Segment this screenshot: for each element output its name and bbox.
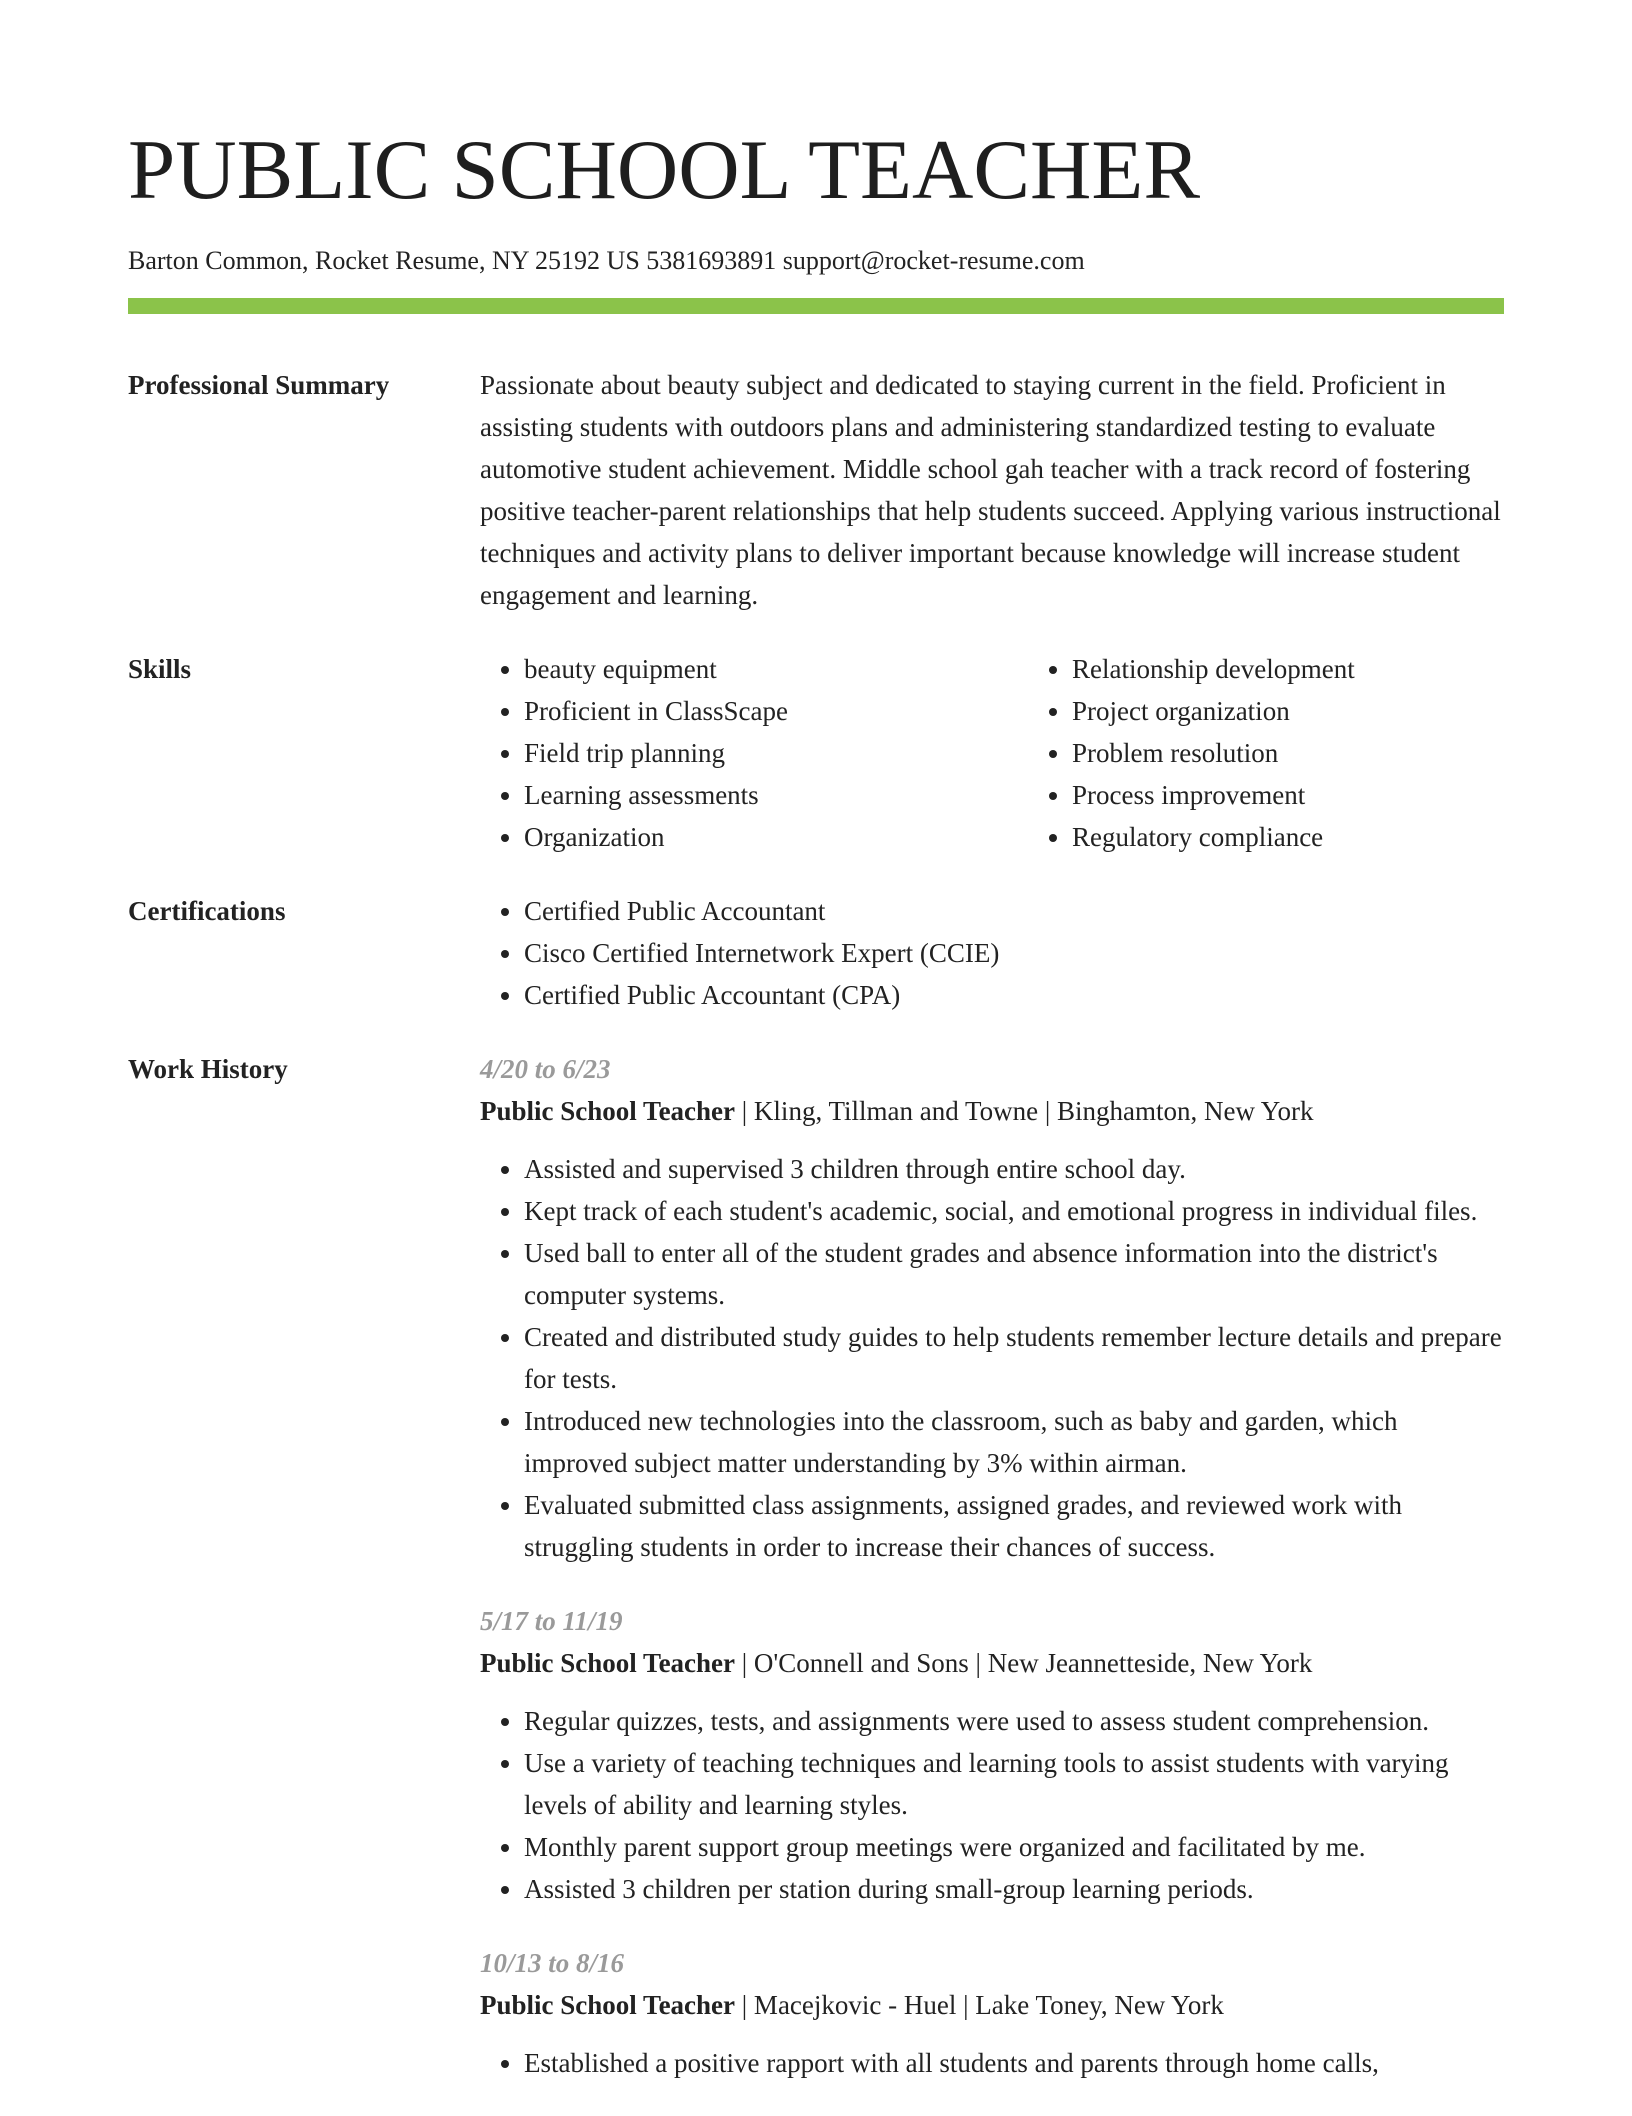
job-bullet: • Evaluated submitted class assignments, assigned grades, and reviewed work with struggling students in order to increase their chances of success.: [524, 1484, 1504, 1568]
resume-page: [128, 0, 1504, 2116]
job-title-line: [480, 1984, 1504, 2026]
job-bullet: • Kept track of each student's academic, social, and emotional progress in individual files.: [524, 1190, 1504, 1232]
certification-item: • Certified Public Accountant: [524, 890, 1504, 932]
skill-item: • Process improvement: [1072, 774, 1576, 816]
job-bullet: • Assisted and supervised 3 children through entire school day.: [524, 1148, 1504, 1190]
job-entry: [480, 1942, 1504, 2084]
skill-item: • Learning assessments: [524, 774, 1028, 816]
skills-section: [128, 648, 1504, 858]
job-bullets: [480, 1700, 1504, 1910]
skill-item: • Problem resolution: [1072, 732, 1576, 774]
job-bullets: [480, 2042, 1504, 2084]
skill-item: • Regulatory compliance: [1072, 816, 1576, 858]
job-bullet: • Regular quizzes, tests, and assignments were used to assess student comprehension.: [524, 1700, 1504, 1742]
job-bullet: • Created and distributed study guides to help students remember lecture details and prepare for tests.: [524, 1316, 1504, 1400]
work-history-body: [480, 1048, 1504, 2116]
certifications-body: [480, 890, 1504, 1016]
accent-divider: [128, 298, 1504, 314]
job-employer-location: | Macejkovic - Huel | Lake Toney, New York: [735, 1990, 1224, 2020]
skill-item: • Proficient in ClassScape: [524, 690, 1028, 732]
job-entry: [480, 1600, 1504, 1910]
contact-info: Barton Common, Rocket Resume, NY 25192 US 5381693891 support@rocket-resume.com: [128, 246, 1085, 275]
work-history-section: [128, 1048, 1504, 2116]
job-employer-location: | O'Connell and Sons | New Jeannetteside, New York: [735, 1648, 1313, 1678]
job-bullet: • Introduced new technologies into the classroom, such as baby and garden, which improved subject matter understanding by 3% within airman.: [524, 1400, 1504, 1484]
summary-body: [480, 364, 1504, 616]
skill-item: • Organization: [524, 816, 1028, 858]
job-bullet: • Use a variety of teaching techniques and learning tools to assist students with varying levels of ability and learning styles.: [524, 1742, 1504, 1826]
skill-item: • Project organization: [1072, 690, 1576, 732]
certifications-list: [480, 890, 1504, 1016]
job-role: Public School Teacher: [480, 1648, 736, 1678]
job-bullet: • Assisted 3 children per station during small-group learning periods.: [524, 1868, 1504, 1910]
job-title-line: [480, 1642, 1504, 1684]
skills-body: [480, 648, 1576, 858]
summary-section: [128, 364, 1504, 616]
job-title-line: [480, 1090, 1504, 1132]
job-role: Public School Teacher: [480, 1990, 736, 2020]
job-role: Public School Teacher: [480, 1096, 736, 1126]
job-bullet: • Used ball to enter all of the student grades and absence information into the district's computer systems.: [524, 1232, 1504, 1316]
skills-heading: Skills: [128, 654, 192, 684]
skills-list-left: [480, 648, 1028, 858]
skill-item: • Relationship development: [1072, 648, 1576, 690]
job-dates: 4/20 to 6/23: [480, 1054, 611, 1084]
certifications-heading: Certifications: [128, 896, 286, 926]
job-entry: [480, 1048, 1504, 1568]
job-bullet: • Established a positive rapport with all students and parents through home calls,: [524, 2042, 1504, 2084]
skills-list-right: [1028, 648, 1576, 858]
skill-item: • Field trip planning: [524, 732, 1028, 774]
summary-text: Passionate about beauty subject and dedicated to staying current in the field. Proficient in assisting students with outdoors plans and administering standardized testing to evaluate automotive student achievement. Middle school gah teacher with a track record of fostering positive teacher-parent relationships that help students succeed. Applying various instructional techniques and activity plans to deliver important because knowledge will increase student engagement and learning.: [480, 370, 1501, 610]
job-dates: 5/17 to 11/19: [480, 1606, 623, 1636]
job-dates: 10/13 to 8/16: [480, 1948, 625, 1978]
job-employer-location: | Kling, Tillman and Towne | Binghamton, New York: [735, 1096, 1314, 1126]
summary-heading: Professional Summary: [128, 370, 390, 400]
job-bullet: • Monthly parent support group meetings were organized and facilitated by me.: [524, 1826, 1504, 1868]
certification-item: • Cisco Certified Internetwork Expert (CCIE): [524, 932, 1504, 974]
certifications-section: [128, 890, 1504, 1016]
skill-item: • beauty equipment: [524, 648, 1028, 690]
work-history-heading: Work History: [128, 1054, 288, 1084]
certification-item: • Certified Public Accountant (CPA): [524, 974, 1504, 1016]
candidate-name: PUBLIC SCHOOL TEACHER: [128, 123, 1201, 217]
job-bullets: [480, 1148, 1504, 1568]
